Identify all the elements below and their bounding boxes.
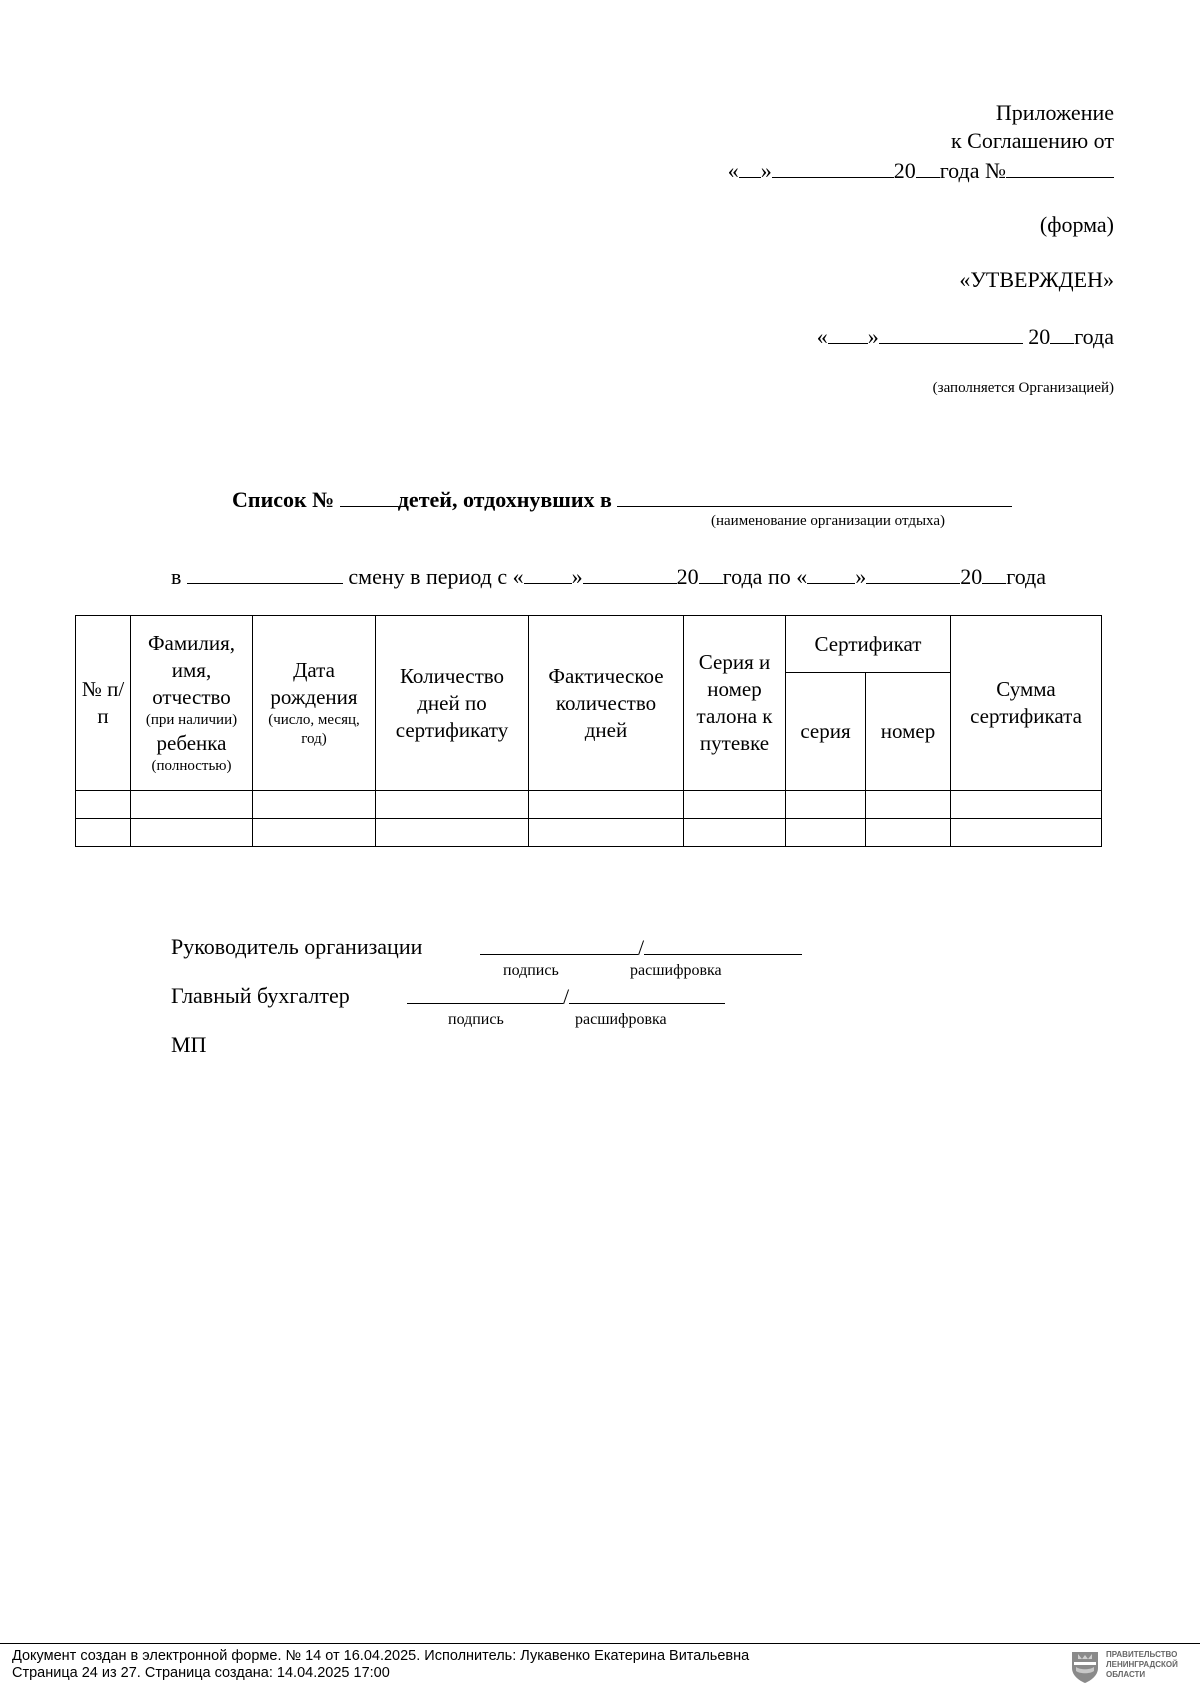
table-cell[interactable] (529, 819, 684, 847)
accountant-signature-line: / (407, 983, 725, 1010)
header-birth-date: Дата рождения (число, месяц, год) (253, 616, 376, 791)
approved-month-blank (879, 323, 1023, 344)
filled-by-note: (заполняется Организацией) (932, 380, 1114, 396)
table-cell[interactable] (253, 791, 376, 819)
table-cell[interactable] (951, 819, 1102, 847)
government-logo (1070, 1650, 1195, 1688)
stamp-place: МП (171, 1032, 207, 1057)
list-number-blank (340, 486, 398, 507)
table-cell[interactable] (253, 819, 376, 847)
number-blank (1006, 157, 1114, 178)
shift-blank (187, 563, 343, 584)
header-days-by-certificate: Количество дней по сертификату (376, 616, 529, 791)
table-cell[interactable] (951, 791, 1102, 819)
header-voucher: Серия и номер талона к путевке (684, 616, 786, 791)
to-year-blank (982, 563, 1006, 584)
header-certificate-number: номер (866, 673, 951, 791)
from-year-blank (699, 563, 723, 584)
month-blank (772, 157, 894, 178)
table-cell[interactable] (376, 791, 529, 819)
children-list-table (75, 615, 1102, 847)
table-cell[interactable] (131, 819, 253, 847)
period-line: в смену в период с « » 20 года по « » 20 года (171, 564, 1047, 589)
head-sign-caption: подпись (503, 962, 559, 979)
table-row (76, 791, 1102, 819)
approved-date-line: « » 20 года (816, 324, 1114, 349)
head-decode-caption: расшифровка (630, 962, 722, 979)
table-cell[interactable] (376, 819, 529, 847)
agreement-date-line: « » 20 года № (728, 157, 1114, 184)
accountant-decode-caption: расшифровка (575, 1011, 667, 1028)
form-label: (форма) (1039, 212, 1114, 237)
logo-caption: ПРАВИТЕЛЬСТВО ЛЕНИНГРАДСКОЙ ОБЛАСТИ (1106, 1650, 1178, 1679)
list-title: Список № детей, отдохнувших в (232, 486, 1012, 513)
footer-page-info: Страница 24 из 27. Страница создана: 14.04.2025 17:00 (12, 1665, 390, 1681)
accountant-decode-blank[interactable] (569, 983, 725, 1004)
from-month-blank (583, 563, 677, 584)
header-full-name: Фамилия, имя, отчество (при наличии) ребенка (полностью) (131, 616, 253, 791)
org-name-blank (617, 486, 1012, 507)
head-signature-blank[interactable] (480, 934, 638, 955)
accountant-signature-label: Главный бухгалтер (171, 983, 350, 1008)
table-cell[interactable] (131, 791, 253, 819)
head-decode-blank[interactable] (644, 934, 802, 955)
table-row (76, 819, 1102, 847)
footer-document-info: Документ создан в электронной форме. № 14 от 16.04.2025. Исполнитель: Лукавенко Екатерина Витальевна (12, 1648, 750, 1664)
footer-info (12, 1648, 749, 1682)
table-cell[interactable] (76, 819, 131, 847)
org-name-caption: (наименование организации отдыха) (711, 513, 945, 529)
table-cell[interactable] (786, 819, 866, 847)
head-signature-line: / (480, 934, 802, 961)
footer-divider (0, 1643, 1200, 1644)
head-signature-label: Руководитель организации (171, 934, 423, 959)
table-cell[interactable] (866, 819, 951, 847)
coat-of-arms-icon (1070, 1650, 1100, 1684)
accountant-signature-blank[interactable] (407, 983, 563, 1004)
approved-year-blank (1050, 323, 1074, 344)
header-certificate-group: Сертификат (786, 616, 951, 673)
to-day-blank (807, 563, 855, 584)
table-cell[interactable] (786, 791, 866, 819)
approved-day-blank (828, 323, 868, 344)
table-cell[interactable] (684, 791, 786, 819)
to-month-blank (866, 563, 960, 584)
table-cell[interactable] (76, 791, 131, 819)
table-cell[interactable] (866, 791, 951, 819)
table-cell[interactable] (529, 791, 684, 819)
table-cell[interactable] (684, 819, 786, 847)
approved-label: «УТВЕРЖДЕН» (959, 267, 1114, 292)
year-blank (916, 157, 940, 178)
appendix-agreement-line: к Соглашению от (950, 128, 1114, 153)
appendix-title: Приложение (995, 100, 1114, 125)
header-actual-days: Фактическое количество дней (529, 616, 684, 791)
from-day-blank (524, 563, 572, 584)
accountant-sign-caption: подпись (448, 1011, 504, 1028)
header-certificate-amount: Сумма сертификата (951, 616, 1102, 791)
header-certificate-series: серия (786, 673, 866, 791)
day-blank (739, 157, 761, 178)
header-number: № п/п (76, 616, 131, 791)
